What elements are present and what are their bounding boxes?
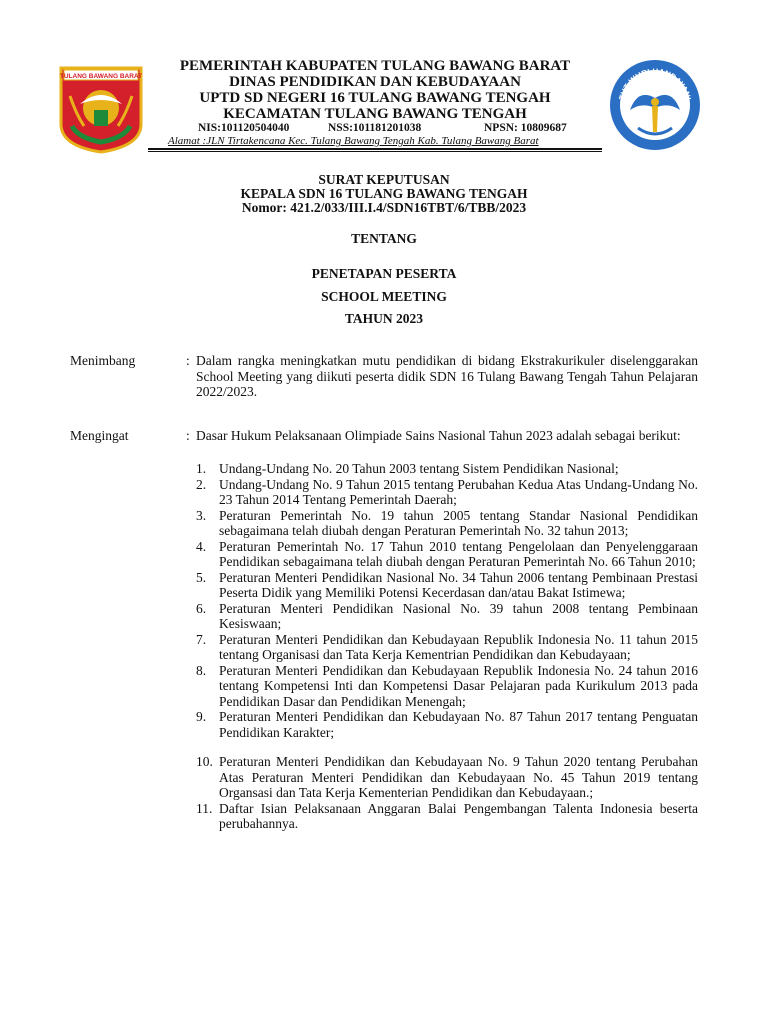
school-address: Alamat :JLN Tirtakencana Kec. Tulang Bawang Tengah Kab. Tulang Bawang Barat [168, 135, 539, 147]
decree-heading: SURAT KEPUTUSAN [318, 172, 450, 187]
list-item: 1. Undang-Undang No. 20 Tahun 2003 tentang Sistem Pendidikan Nasional; [196, 461, 619, 476]
list-item: 9. Peraturan Menteri Pendidikan dan Kebudayaan No. 87 Tahun 2017 tentang Penguatan Pendidikan Karakter; [196, 709, 698, 740]
mengingat-label: Mengingat [70, 428, 129, 443]
svg-text:TUT WURI HANDAYANI: TUT WURI HANDAYANI [617, 66, 693, 101]
list-item: 4. Peraturan Pemerintah No. 17 Tahun 2010 tentang Pengelolaan dan Penyelenggaraan Pendidikan sebagaimana telah diubah dengan Peraturan Pemerintah No. 66 Tahun 2010; [196, 538, 698, 569]
letterhead [150, 58, 600, 122]
nis-number: NIS:101120504040 [198, 122, 290, 134]
letterhead-divider [148, 148, 602, 150]
list-item: 7. Peraturan Menteri Pendidikan dan Kebudayaan Republik Indonesia No. 11 tahun 2015 tentang Organisasi dan Tata Kerja Kementrian Pendidikan dan Kebudayaan; [196, 631, 698, 662]
department-name: DINAS PENDIDIKAN DAN KEBUDAYAAN [229, 74, 521, 90]
list-item: 11. Daftar Isian Pelaksanaan Anggaran Balai Pengembangan Talenta Indonesia beserta perubahannya. [196, 800, 698, 831]
subject-line-2: SCHOOL MEETING [321, 289, 447, 304]
decree-number: Nomor: 421.2/033/III.I.4/SDN16TBT/6/TBB/2023 [241, 200, 527, 215]
list-item: 3. Peraturan Pemerintah No. 19 tahun 2005 tentang Standar Nasional Pendidikan sebagaimana telah diubah dengan Peraturan Pemerintah No. 32 tahun 2013; [196, 507, 698, 538]
regency-crest-icon [58, 66, 144, 154]
list-item: 8. Peraturan Menteri Pendidikan dan Kebudayaan Republik Indonesia No. 24 tahun 2016 tentang Kompetensi Inti dan Kompetensi Dasar Pelajaran pada Kurikulum 2013 pada Pendidikan Dasar dan Pendidikan Menengah; [196, 662, 698, 709]
agency-name: PEMERINTAH KABUPATEN TULANG BAWANG BARAT [179, 58, 571, 74]
decree-issuer: KEPALA SDN 16 TULANG BAWANG TENGAH [240, 186, 528, 201]
svg-text:TULANG BAWANG BARAT: TULANG BAWANG BARAT [59, 73, 143, 80]
npsn-number: NPSN: 10809687 [484, 122, 567, 134]
list-item: 6. Peraturan Menteri Pendidikan Nasional No. 39 tahun 2008 tentang Pembinaan Kesiswaan; [196, 600, 698, 631]
list-item: 10. Peraturan Menteri Pendidikan dan Kebudayaan No. 9 Tahun 2020 tentang Perubahan Atas Peraturan Menteri Pendidikan dan Kebudayaan No. 45 Tahun 2019 tentang Organsasi dan Tata Kerja Kementerian Pendidikan dan Kebudayaan.; [196, 754, 698, 800]
menimbang-label: Menimbang [70, 353, 136, 368]
list-item: 2. Undang-Undang No. 9 Tahun 2015 tentang Perubahan Kedua Atas Undang-Undang No. 23 Tahun 2014 Tentang Pemerintah Daerah; [196, 476, 698, 507]
nss-number: NSS:101181201038 [328, 122, 422, 134]
list-spacer [196, 740, 698, 754]
tut-wuri-handayani-logo-icon [608, 58, 702, 152]
tentang-heading: TENTANG [351, 231, 417, 246]
mengingat-intro: Dasar Hukum Pelaksanaan Olimpiade Sains Nasional Tahun 2023 adalah sebagai berikut: [196, 428, 681, 443]
menimbang-colon: : [186, 353, 190, 368]
school-name: UPTD SD NEGERI 16 TULANG BAWANG TENGAH [199, 90, 551, 106]
mengingat-colon: : [186, 428, 190, 443]
district-name: KECAMATAN TULANG BAWANG TENGAH [223, 106, 527, 122]
letterhead-divider-thin [148, 151, 602, 152]
legal-basis-list [196, 461, 698, 832]
subject-line-1: PENETAPAN PESERTA [311, 266, 457, 281]
subject-line-3: TAHUN 2023 [344, 311, 424, 326]
list-item: 5. Peraturan Menteri Pendidikan Nasional No. 34 Tahun 2006 tentang Pembinaan Prestasi Peserta Didik yang Memiliki Potensi Kecerdasan dan/atau Bakat Istimewa; [196, 569, 698, 600]
menimbang-text: Dalam rangka meningkatkan mutu pendidikan di bidang Ekstrakurikuler diselenggarakan School Meeting yang diikuti peserta didik SDN 16 Tulang Bawang Tengah Tahun Pelajaran 2022/2023. [196, 353, 698, 399]
